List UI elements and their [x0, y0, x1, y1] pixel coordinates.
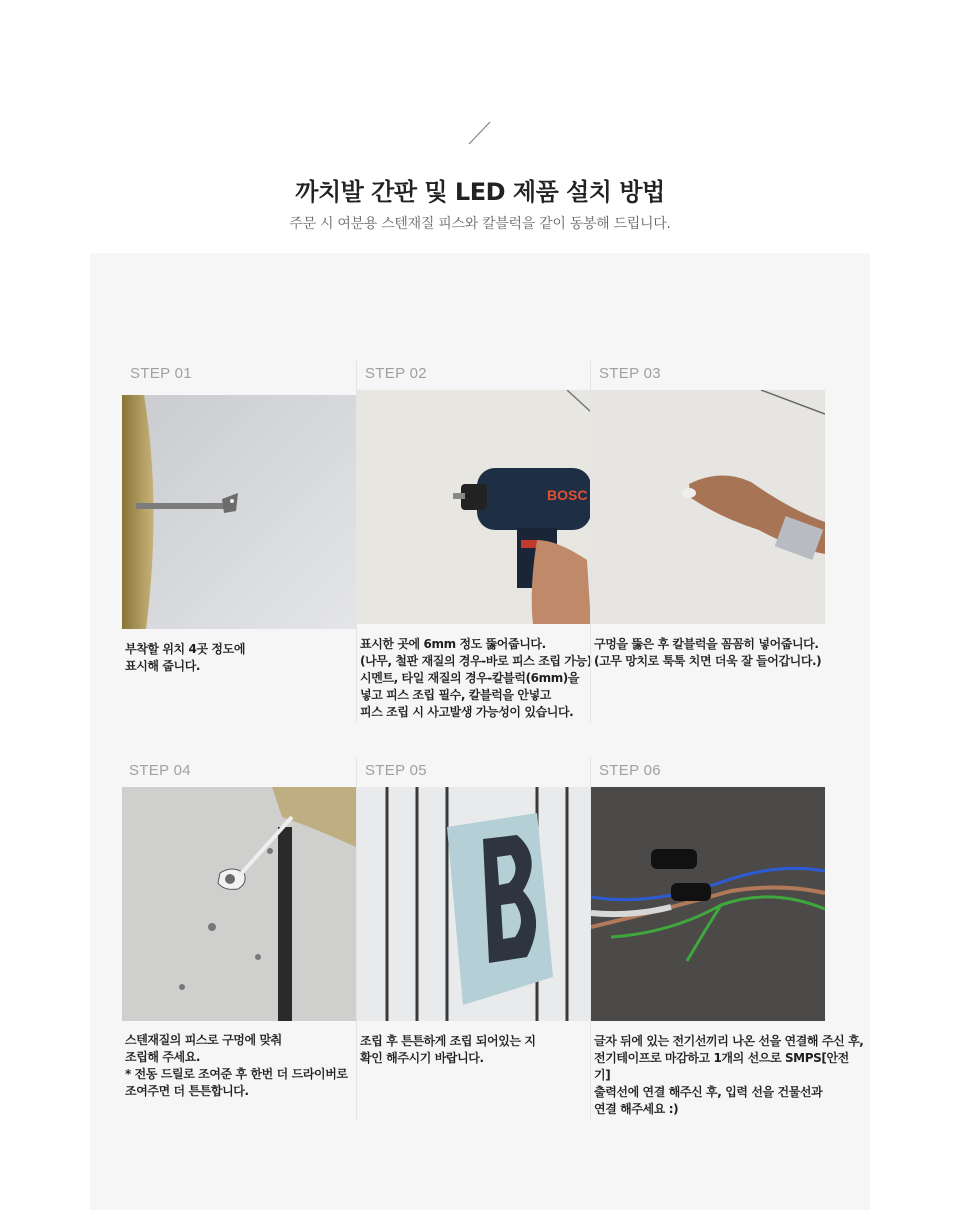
step-card-03	[590, 361, 825, 723]
step-card-06	[590, 758, 864, 1120]
step-description: 글자 뒤에 있는 전기선끼리 나온 선을 연결해 주신 후, 전기테이프로 마감하고 1개의 선으로 SMPS[안전기] 출력선에 연결 해주신 후, 입력 선을 건물선과 연결 해주세요 :)	[594, 1034, 864, 1116]
step-card-04	[122, 763, 356, 1120]
installation-steps-panel	[90, 253, 870, 1210]
step-description: 구멍을 뚫은 후 칼블럭을 꼼꼼히 넣어줍니다. (고무 망치로 툭툭 치면 더욱 잘 들어갑니다.)	[594, 637, 822, 668]
step-label: STEP 06	[599, 762, 661, 779]
step-label: STEP 04	[129, 762, 191, 779]
step-description: 부착할 위치 4곳 정도에 표시해 줍니다.	[125, 642, 246, 673]
step-card-05	[356, 758, 591, 1120]
mounted-sign-photo	[357, 787, 591, 1021]
step-label: STEP 01	[130, 365, 192, 382]
step-label: STEP 05	[365, 762, 427, 779]
step-card-02	[356, 361, 591, 723]
step-description: 스텐재질의 피스로 구멍에 맞춰 조립해 주세요. * 전동 드릴로 조여준 후 한번 더 드라이버로 조여주면 더 튼튼합니다.	[125, 1033, 348, 1098]
step-description: 조립 후 튼튼하게 조립 되어있는 지 확인 해주시기 바랍니다.	[360, 1034, 536, 1065]
step-description: 표시한 곳에 6mm 정도 뚫어줍니다. (나무, 철판 재질의 경우-바로 피스 조립 가능) 시멘트, 타일 재질의 경우-칼블럭(6mm)을 넣고 피스 조립 필수, 칼블럭을 안넣고 피스 조립 시 사고발생 가능성이 있습니다.	[360, 637, 592, 719]
page-subtitle: 주문 시 여분용 스텐재질 피스와 칼블럭을 같이 동봉해 드립니다.	[289, 216, 671, 232]
wall-bracket-marking-photo	[122, 395, 356, 629]
step-card-01	[122, 366, 356, 723]
screw-assembly-photo	[122, 787, 356, 1021]
wire-connection-photo	[591, 787, 825, 1021]
decorative-slash-icon	[466, 120, 492, 146]
drilling-wall-photo	[357, 390, 591, 624]
page-title: 까치발 간판 및 LED 제품 설치 방법	[295, 178, 665, 206]
step-label: STEP 03	[599, 365, 661, 382]
inserting-anchor-photo	[591, 390, 825, 624]
step-label: STEP 02	[365, 365, 427, 382]
svg-text:BOSC: BOSC	[547, 487, 588, 503]
